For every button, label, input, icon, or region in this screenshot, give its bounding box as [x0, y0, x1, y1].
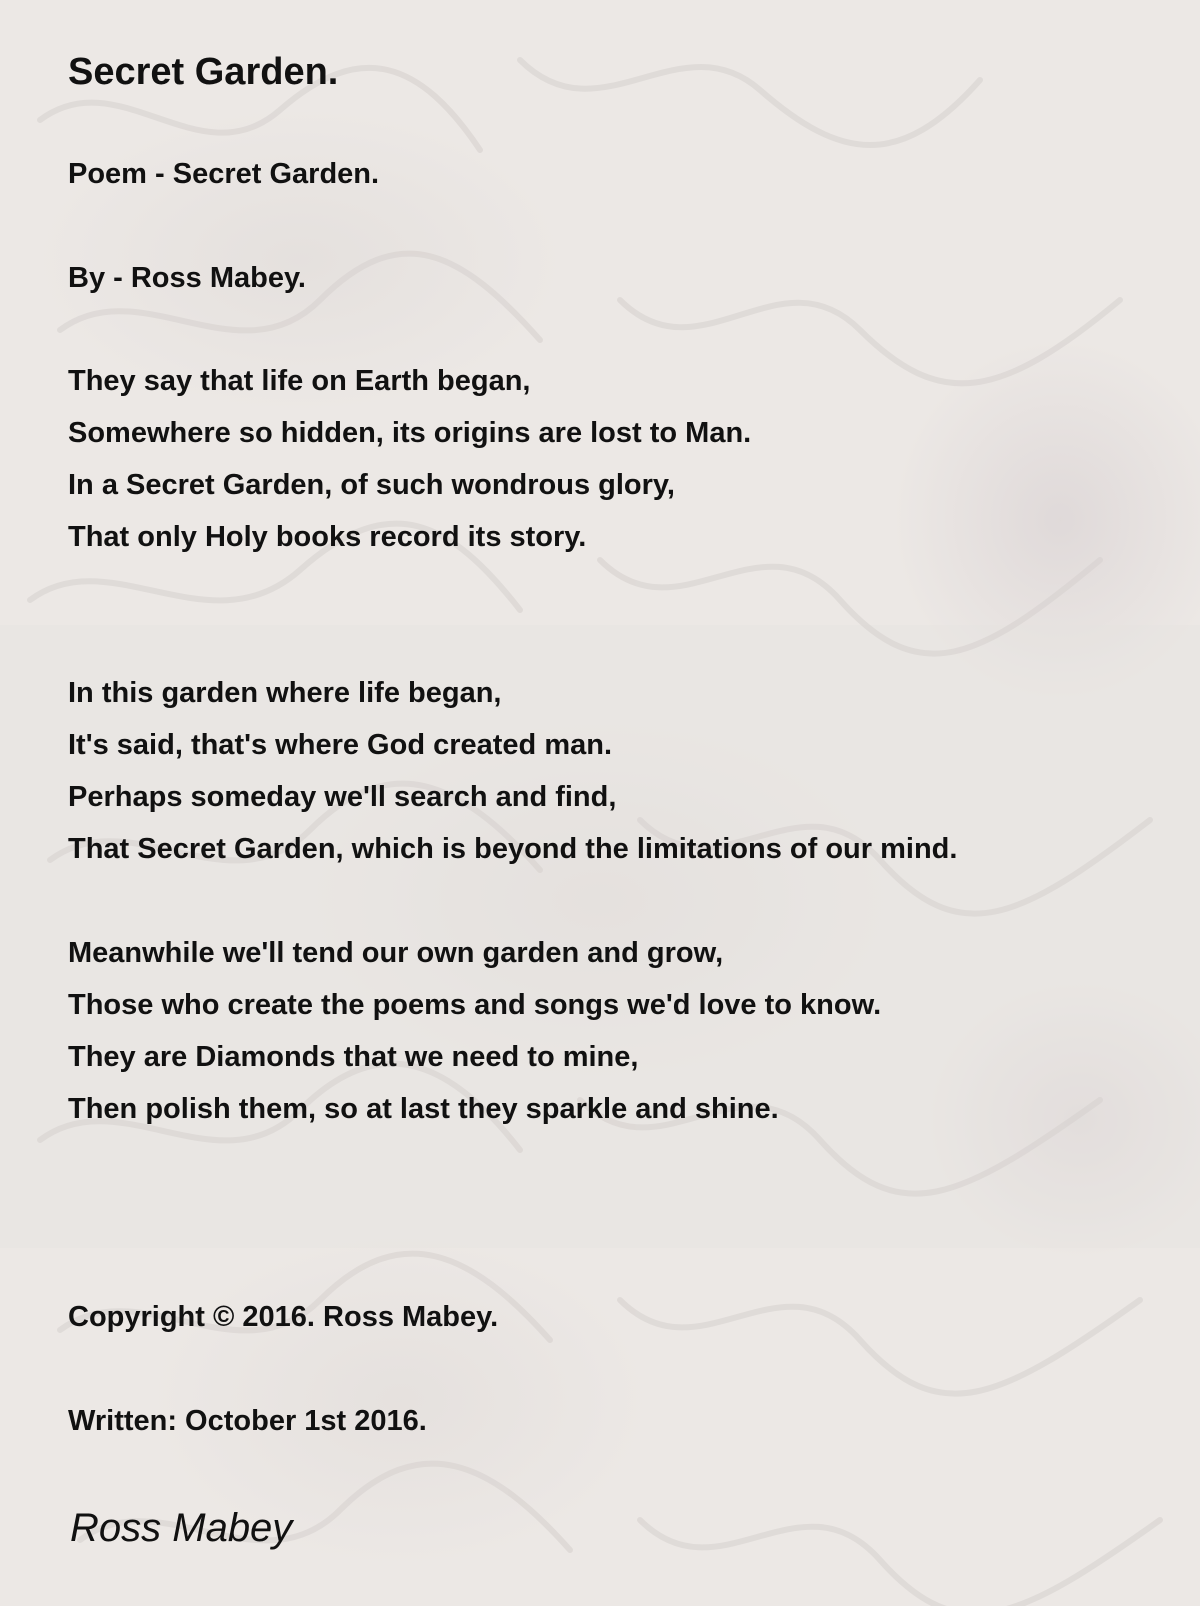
poem-line: Meanwhile we'll tend our own garden and grow,: [68, 937, 724, 969]
author-signature: Ross Mabey: [70, 1506, 293, 1550]
poem-line: Somewhere so hidden, its origins are lost to Man.: [68, 417, 752, 449]
written-date: Written: October 1st 2016.: [68, 1405, 427, 1437]
poem-line: Perhaps someday we'll search and find,: [68, 781, 617, 813]
poem-line: It's said, that's where God created man.: [68, 729, 613, 761]
poem-line: Those who create the poems and songs we'd love to know.: [68, 989, 882, 1021]
byline: By - Ross Mabey.: [68, 262, 306, 294]
page-title: Secret Garden.: [68, 51, 339, 93]
poem-line: That only Holy books record its story.: [68, 521, 587, 553]
poem-line: Then polish them, so at last they sparkle and shine.: [68, 1093, 779, 1125]
poem-line: In a Secret Garden, of such wondrous glory,: [68, 469, 675, 501]
copyright-notice: Copyright © 2016. Ross Mabey.: [68, 1301, 499, 1333]
poem-line: In this garden where life began,: [68, 677, 502, 709]
poem-line: They are Diamonds that we need to mine,: [68, 1041, 639, 1073]
poem-line: That Secret Garden, which is beyond the limitations of our mind.: [68, 833, 958, 865]
poem-heading: Poem - Secret Garden.: [68, 158, 380, 190]
poem-line: They say that life on Earth began,: [68, 365, 531, 397]
